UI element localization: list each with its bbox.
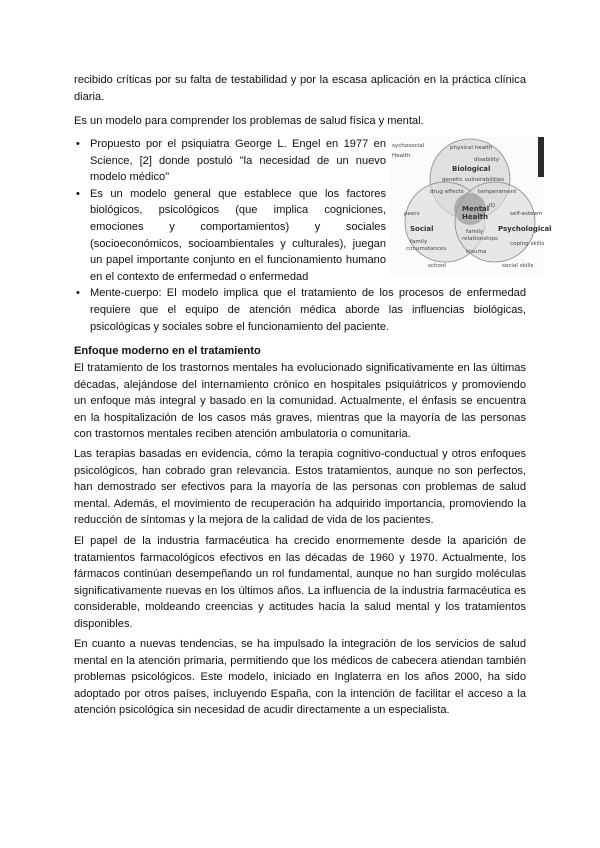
label-trauma: trauma xyxy=(466,249,487,255)
label-family-circumstances-1: family xyxy=(410,239,428,245)
center-label-mental: Mental xyxy=(462,205,490,213)
label-family-relationships-2: relationships xyxy=(462,236,498,242)
label-drug-effects: drug effects xyxy=(430,189,464,195)
section-heading: Enfoque moderno en el tratamiento xyxy=(74,345,261,357)
center-label-health: Health xyxy=(462,213,489,221)
treatment-paragraph-3: El papel de la industria farmacéutica ha crecido enormemente desde la aparición de tratamientos farmacológicos efectivos en las décadas de 1960 y 1970. Actualmente, los fármacos continúan desempeñando un rol fundamental, aunque no han surgido moléculas significativamente nuevas en los últimos años. La influencia de la industria farmacéutica es considerable, moldeando creencias y actitudes hacia la salud mental y los tratamientos disponibles. xyxy=(74,535,526,630)
bullet-mind-body: • Mente-cuerpo: El modelo implica que el tratamiento de los procesos de enfermedad requiere que el equipo de atención médica aborde las influencias biológicas, psicológicas y sociales sobre el funcionamiento del paciente. xyxy=(74,285,526,335)
label-temperament: temperament xyxy=(478,189,517,195)
model-definition-paragraph: Es un modelo para comprender los problemas de salud física y mental. xyxy=(74,115,424,127)
label-psychosocial: sychosocial xyxy=(392,143,425,149)
treatment-paragraph-2: Las terapias basadas en evidencia, cómo la terapia cognitivo-conductual y otros enfoques psicológicos, han cobrado gran relevancia. Estos tratamientos, aunque no son perfectos, han demostrado ser efectivos para la mayoría de las personas con problemas de salud mental. Además, el movimiento de recuperación ha adquirido importancia, promoviendo la reducción de síntomas y la mejora de la calidad de vida de los pacientes. xyxy=(74,448,526,527)
label-social-skills: social skills xyxy=(502,263,534,269)
label-coping-skills: coping skills xyxy=(510,241,545,247)
label-disability: disability xyxy=(474,157,500,163)
circle-label-psychological: Psychological xyxy=(498,225,552,233)
biopsychosocial-venn-diagram xyxy=(390,137,552,275)
bullet-engel: • Propuesto por el psiquiatra George L. Engel en 1977 en Science, [2] donde postuló "la necesidad de un nuevo modelo médico" xyxy=(74,136,386,186)
label-self-esteem: self-esteem xyxy=(510,211,543,217)
label-iq: IQ xyxy=(489,203,496,209)
label-peers: peers xyxy=(404,211,420,217)
bullet-general-model: • Es un modelo general que establece que los factores biológicos, psicológicos (que implica cogniciones, emociones y comportamientos) y sociales (socioeconómicos, socioambientales y culturales), juegan un papel importante conjunto en el funcionamiento humano en el contexto de enfermedad o enfermedad xyxy=(74,186,386,286)
circle-label-biological: Biological xyxy=(452,165,491,173)
circle-label-social: Social xyxy=(410,225,434,233)
label-family-relationships-1: family xyxy=(466,229,484,235)
treatment-paragraph-4: En cuanto a nuevas tendencias, se ha impulsado la integración de los servicios de salud mental en la atención primaria, permitiendo que los médicos de cabecera atiendan también problemas psicológicos. Este modelo, iniciado en Inglaterra en los años 2000, ha sido adoptado por otros países, incluyendo España, con la intención de facilitar el acceso a la atención psicológica sin necesidad de acudir directamente a un especialista. xyxy=(74,638,526,717)
label-genetic: genetic vulnerabilities xyxy=(442,177,505,183)
label-school: school xyxy=(428,263,446,269)
label-family-circumstances-2: circumstances xyxy=(406,246,447,252)
label-physical-health: physical health xyxy=(450,145,493,151)
intro-paragraph: recibido críticas por su falta de testabilidad y por la escasa aplicación en la práctica clínica diaria. xyxy=(74,74,526,103)
treatment-paragraph-1: El tratamiento de los trastornos mentales ha evolucionado significativamente en las últimas décadas, alejándose del internamiento crónico en hospitales psiquiátricos y promoviendo un enfoque más integral y basado en la comunidad. Actualmente, el énfasis se encuentra en la hospitalización de los casos más graves, mientras que la mayoría de las personas con trastornos mentales reciben atención ambulatoria o comunitaria. xyxy=(74,362,526,441)
label-health: Health xyxy=(392,153,411,159)
